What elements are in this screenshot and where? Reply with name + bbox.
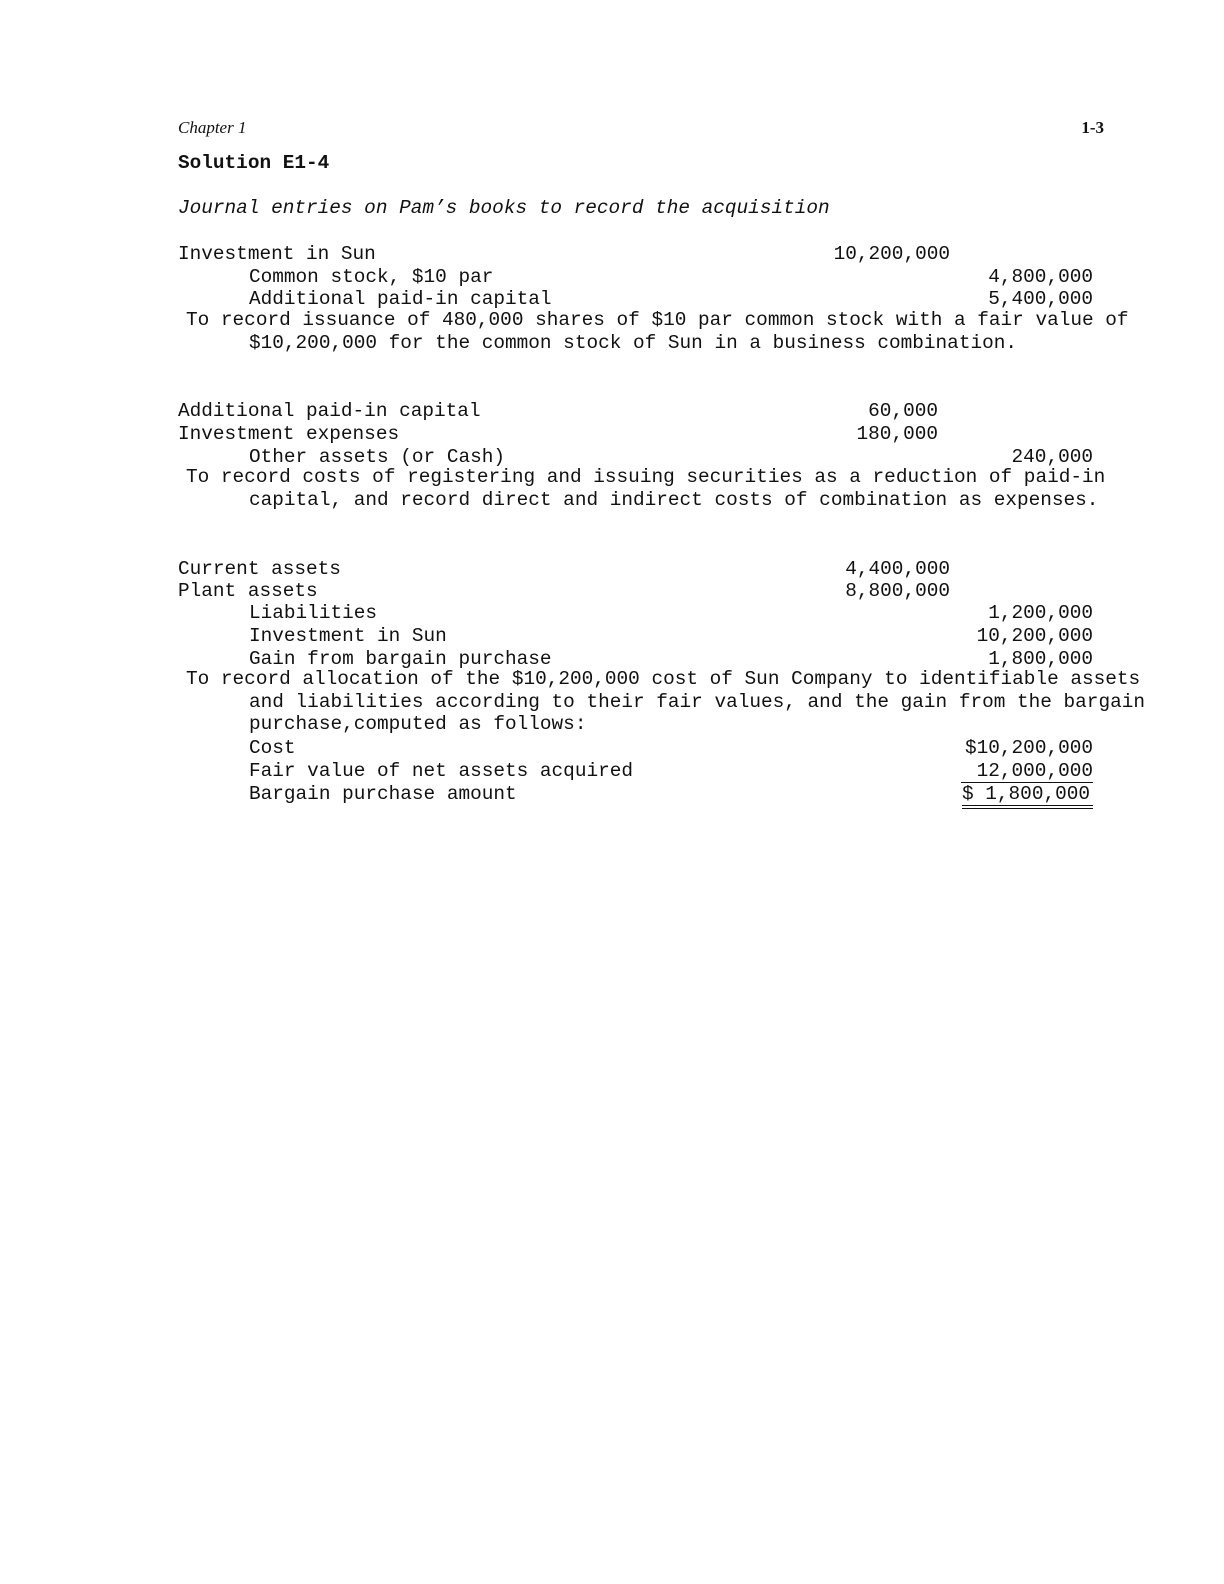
computation-amount-cost: $10,200,000 bbox=[965, 737, 1093, 759]
entry-1-credit-3: 5,400,000 bbox=[988, 288, 1093, 310]
entry-1-account-1: Investment in Sun bbox=[178, 243, 376, 265]
entry-2-debit-2: 180,000 bbox=[856, 423, 938, 445]
entry-3-debit-2: 8,800,000 bbox=[845, 580, 950, 602]
section-subtitle: Journal entries on Pam’s books to record the acquisition bbox=[178, 197, 830, 219]
entry-1-debit-1: 10,200,000 bbox=[833, 243, 950, 265]
entry-2-account-1: Additional paid-in capital bbox=[178, 400, 481, 422]
entry-1-account-3: Additional paid-in capital bbox=[249, 288, 552, 310]
entry-3-debit-1: 4,400,000 bbox=[845, 558, 950, 580]
entry-2-account-2: Investment expenses bbox=[178, 423, 400, 445]
entry-3-description: To record allocation of the $10,200,000 cost of Sun Company to identifiable assets and liabilities according to their fair values, and the gain from the bargain purchase,computed as follows: bbox=[186, 668, 1145, 736]
entry-2-credit-3: 240,000 bbox=[1011, 446, 1093, 468]
page-number: 1-3 bbox=[1081, 118, 1104, 137]
entry-3-account-1: Current assets bbox=[178, 558, 341, 580]
computation-amount-fair-value: 12,000,000 bbox=[961, 762, 1093, 783]
entry-3-credit-3: 1,200,000 bbox=[988, 602, 1093, 624]
entry-3-credit-5: 1,800,000 bbox=[988, 648, 1093, 670]
entry-2-account-3: Other assets (or Cash) bbox=[249, 446, 505, 468]
entry-3-account-2: Plant assets bbox=[178, 580, 318, 602]
chapter-label: Chapter 1 bbox=[178, 118, 247, 137]
entry-1-account-2: Common stock, $10 par bbox=[249, 266, 494, 288]
computation-label-fair-value: Fair value of net assets acquired bbox=[249, 760, 633, 782]
entry-1-credit-2: 4,800,000 bbox=[988, 266, 1093, 288]
entry-2-debit-1: 60,000 bbox=[868, 400, 938, 422]
entry-2-description: To record costs of registering and issuing securities as a reduction of paid-in capital, and record direct and indirect costs of combination as expenses. bbox=[186, 466, 1106, 511]
computation-amount-bargain: $ 1,800,000 bbox=[962, 785, 1093, 809]
entry-3-credit-4: 10,200,000 bbox=[976, 625, 1093, 647]
solution-title: Solution E1-4 bbox=[178, 152, 330, 174]
computation-label-bargain: Bargain purchase amount bbox=[249, 783, 517, 805]
entry-1-description: To record issuance of 480,000 shares of $10 par common stock with a fair value of $10,200,000 for the common stock of Sun in a business combination. bbox=[186, 309, 1129, 354]
entry-3-account-5: Gain from bargain purchase bbox=[249, 648, 552, 670]
entry-3-account-4: Investment in Sun bbox=[249, 625, 447, 647]
entry-3-account-3: Liabilities bbox=[249, 602, 377, 624]
computation-label-cost: Cost bbox=[249, 737, 296, 759]
